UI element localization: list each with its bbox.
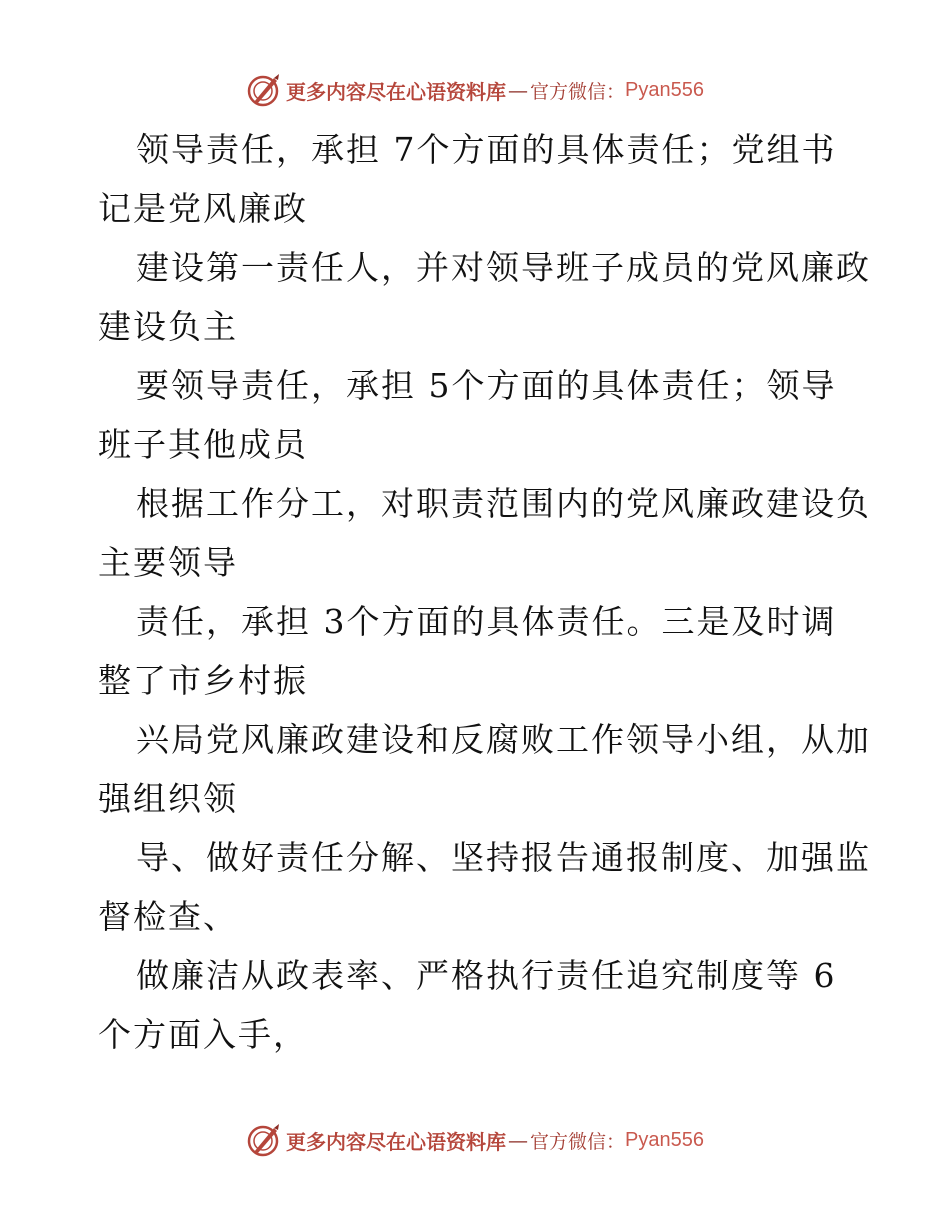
header-wechat-label: 官方微信： <box>530 80 626 103</box>
header-dash: — <box>508 78 528 102</box>
body-line: 督检查、 <box>98 897 238 936</box>
footer-brand-text: 更多内容尽在心语资料库 <box>286 1129 506 1154</box>
body-line: 强组织领 <box>98 779 238 818</box>
body-line: 整了市乡村振 <box>98 661 308 700</box>
body-line: 记是党风廉政 <box>98 189 308 228</box>
footer-banner <box>0 1120 950 1160</box>
body-line: 个方面入手， <box>98 1015 308 1054</box>
body-line: 导、做好责任分解、坚持报告通报制度、加强监 <box>136 838 871 877</box>
quill-logo-icon <box>246 72 282 108</box>
body-line: 根据工作分工，对职责范围内的党风廉政建设负 <box>136 484 871 523</box>
body-line: 责任，承担 3个方面的具体责任。三是及时调 <box>136 602 837 641</box>
body-line: 建设负主 <box>98 307 238 346</box>
body-line: 建设第一责任人，并对领导班子成员的党风廉政 <box>136 248 871 287</box>
body-line: 领导责任，承担 7个方面的具体责任；党组书 <box>136 130 837 169</box>
body-line: 兴局党风廉政建设和反腐败工作领导小组，从加 <box>136 720 871 759</box>
document-body <box>98 120 871 1064</box>
body-line: 主要领导 <box>98 543 238 582</box>
header-wechat-account: Pyan556 <box>625 78 704 101</box>
body-line: 做廉洁从政表率、严格执行责任追究制度等 6 <box>136 956 837 995</box>
body-line: 要领导责任，承担 5个方面的具体责任；领导 <box>136 366 837 405</box>
header-brand-text: 更多内容尽在心语资料库 <box>286 79 506 104</box>
header-banner <box>0 70 950 110</box>
footer-wechat-account: Pyan556 <box>625 1128 704 1151</box>
footer-dash: — <box>508 1128 528 1152</box>
quill-logo-icon <box>246 1122 282 1158</box>
body-line: 班子其他成员 <box>98 425 308 464</box>
footer-wechat-label: 官方微信： <box>530 1130 626 1153</box>
